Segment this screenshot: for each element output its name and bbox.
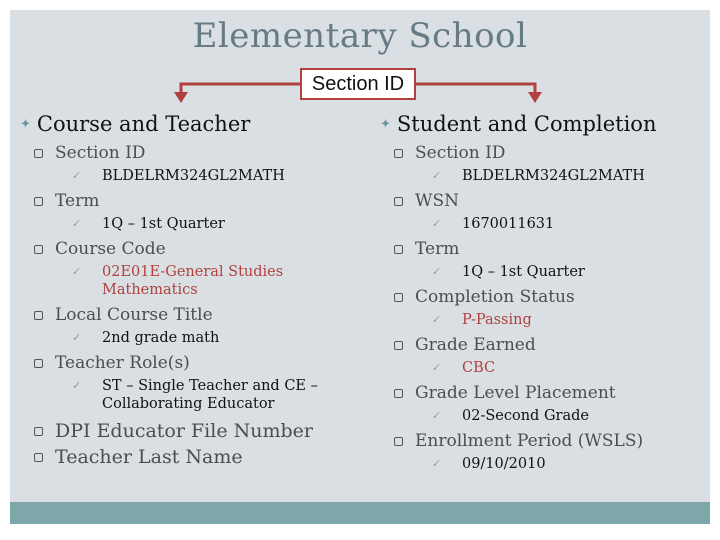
sub-item xyxy=(72,167,355,185)
list-item-wsn xyxy=(394,190,700,212)
item-label: Term xyxy=(415,239,460,259)
item-label: Grade Level Placement xyxy=(415,383,616,403)
list-item-section-id xyxy=(394,142,700,164)
item-label: Enrollment Period (WSLS) xyxy=(415,431,644,451)
square-bullet-icon xyxy=(394,149,403,158)
square-bullet-icon xyxy=(34,359,43,368)
list-item-grade-level-placement xyxy=(394,382,700,404)
item-label: WSN xyxy=(415,191,459,211)
list-item-teacher-roles xyxy=(34,352,355,374)
list-item-dpi-educator-file-number xyxy=(34,418,355,444)
item-value: 1Q – 1st Quarter xyxy=(462,264,585,280)
item-value: BLDELRM324GL2MATH xyxy=(462,168,645,184)
sub-item xyxy=(432,167,700,185)
section-id-box: Section ID xyxy=(300,68,416,100)
checkmark-icon: ✓ xyxy=(432,457,442,470)
square-bullet-icon xyxy=(394,293,403,302)
item-label: DPI Educator File Number xyxy=(55,420,313,442)
item-value: ST – Single Teacher and CE – Collaborating Educator xyxy=(102,378,318,412)
list-item-enrollment-period xyxy=(394,430,700,452)
sub-item xyxy=(432,359,700,377)
list-item-local-course-title xyxy=(34,304,355,326)
list-item-term xyxy=(34,190,355,212)
checkmark-icon: ✓ xyxy=(72,169,82,182)
item-value: P-Passing xyxy=(462,312,532,328)
checkmark-icon: ✓ xyxy=(72,379,82,392)
checkmark-icon: ✓ xyxy=(432,265,442,278)
square-bullet-icon xyxy=(34,197,43,206)
square-bullet-icon xyxy=(34,149,43,158)
list-item-term xyxy=(394,238,700,260)
item-label: Section ID xyxy=(55,143,146,163)
bullet-icon: ✦ xyxy=(380,116,391,132)
checkmark-icon: ✓ xyxy=(432,409,442,422)
student-completion-column xyxy=(380,112,700,478)
square-bullet-icon xyxy=(34,311,43,320)
square-bullet-icon xyxy=(394,245,403,254)
item-label: Teacher Role(s) xyxy=(55,353,190,373)
square-bullet-icon xyxy=(34,427,43,436)
item-value: 1Q – 1st Quarter xyxy=(102,216,225,232)
square-bullet-icon xyxy=(394,341,403,350)
list-item-course-code xyxy=(34,238,355,260)
item-value: 02-Second Grade xyxy=(462,408,589,424)
sub-item xyxy=(432,407,700,425)
item-value: CBC xyxy=(462,360,496,376)
item-value: 02E01E-General Studies Mathematics xyxy=(102,264,284,298)
bullet-icon: ✦ xyxy=(20,116,31,132)
sub-item xyxy=(72,329,355,347)
checkmark-icon: ✓ xyxy=(432,361,442,374)
heading-text: Student and Completion xyxy=(396,112,657,136)
square-bullet-icon xyxy=(394,197,403,206)
square-bullet-icon xyxy=(34,245,43,254)
checkmark-icon: ✓ xyxy=(432,217,442,230)
item-value: BLDELRM324GL2MATH xyxy=(102,168,285,184)
sub-item xyxy=(432,311,700,329)
sub-item xyxy=(432,455,700,473)
sub-item xyxy=(72,215,355,233)
item-label: Completion Status xyxy=(415,287,575,307)
checkmark-icon: ✓ xyxy=(432,313,442,326)
item-value: 09/10/2010 xyxy=(462,456,546,472)
checkmark-icon: ✓ xyxy=(72,265,82,278)
heading-text: Course and Teacher xyxy=(36,112,251,136)
course-teacher-column xyxy=(20,112,355,470)
item-label: Grade Earned xyxy=(415,335,536,355)
checkmark-icon: ✓ xyxy=(72,331,82,344)
sub-item xyxy=(432,215,700,233)
item-label: Local Course Title xyxy=(55,305,213,325)
footer-bar xyxy=(10,502,710,524)
sub-item xyxy=(72,263,355,299)
sub-item xyxy=(432,263,700,281)
column-heading xyxy=(20,112,355,136)
list-item-completion-status xyxy=(394,286,700,308)
square-bullet-icon xyxy=(394,389,403,398)
list-item-teacher-last-name xyxy=(34,444,355,470)
list-item-grade-earned xyxy=(394,334,700,356)
slide-title: Elementary School xyxy=(192,16,528,56)
item-label: Teacher Last Name xyxy=(55,446,243,468)
list-item-section-id xyxy=(34,142,355,164)
square-bullet-icon xyxy=(394,437,403,446)
square-bullet-icon xyxy=(34,453,43,462)
item-value: 2nd grade math xyxy=(102,330,220,346)
checkmark-icon: ✓ xyxy=(72,217,82,230)
checkmark-icon: ✓ xyxy=(432,169,442,182)
column-heading xyxy=(380,112,700,136)
item-label: Course Code xyxy=(55,239,166,259)
item-label: Section ID xyxy=(415,143,506,163)
item-label: Term xyxy=(55,191,100,211)
item-value: 1670011631 xyxy=(462,216,555,232)
sub-item xyxy=(72,377,355,413)
